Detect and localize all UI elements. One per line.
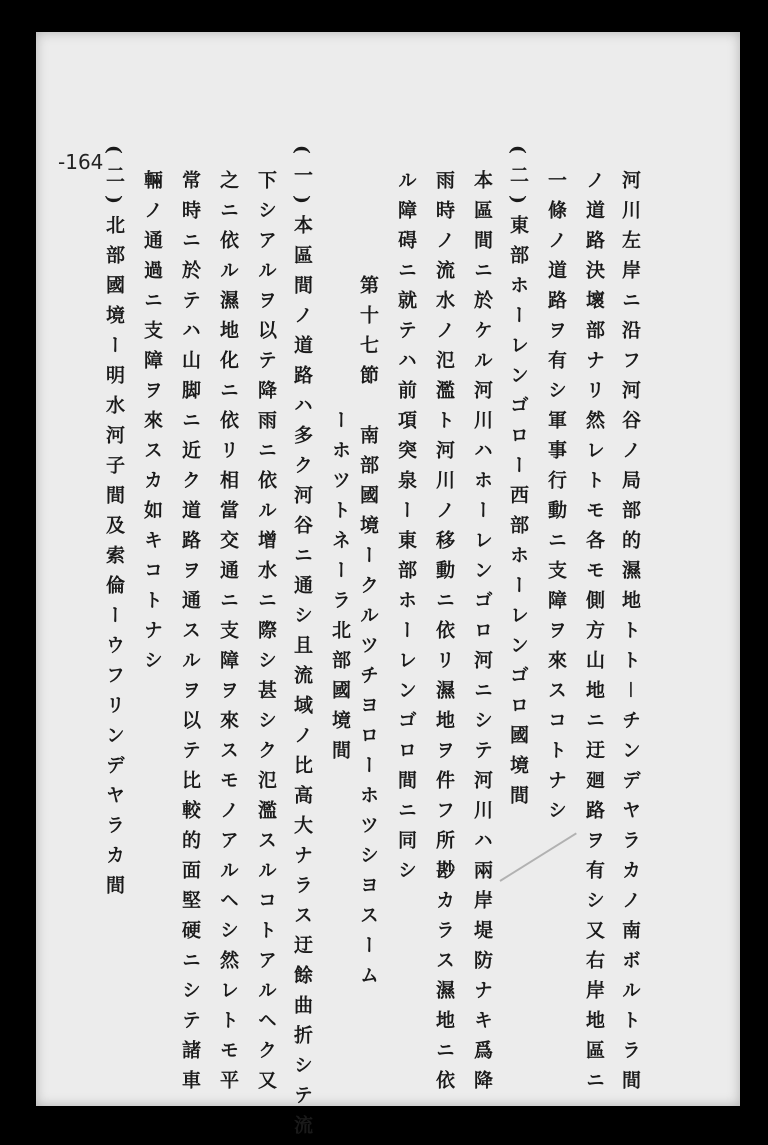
chapter-heading-cont: ーホツトネーラ北部國境間 bbox=[329, 410, 351, 770]
text-column-13: 常時ニ於テハ山脚ニ近ク道路ヲ通スルヲ以テ比較的面堅硬ニシテ諸車 bbox=[179, 170, 201, 1100]
text-column-12: 之ニ依ル濕地化ニ依リ相當交通ニ支障ヲ來スモノアルヘシ然レトモ平 bbox=[217, 170, 239, 1100]
text-column-2: ノ道路決壞部ナリ然レトモ各モ側方山地ニ迂廻路ヲ有シ又右岸地區ニ bbox=[583, 170, 605, 1100]
section-heading-3: (二)北部國境ー明水河子間及索倫ーウフリンデヤラカ間 bbox=[103, 145, 125, 905]
text-column-14: 輛ノ通過ニ支障ヲ來スカ如キコトナシ bbox=[141, 170, 163, 680]
text-column-1: 河川左岸ニ沿フ河谷ノ局部的濕地トト－チンデヤラカノ南ボルトラ間 bbox=[619, 170, 641, 1101]
text-column-5: 本區間ニ於ケル河川ハホーレンゴロ河ニシテ河川ハ兩岸堤防ナキ爲降 bbox=[471, 170, 493, 1100]
page-number: -164 bbox=[58, 150, 104, 174]
section-heading-1: (一)本區間ノ道路ハ多ク河谷ニ通シ且流域ノ比高大ナラス迂餘曲折シテ流 bbox=[291, 145, 313, 1145]
section-heading-2: (二)東部ホーレンゴロー西部ホーレンゴロ國境間 bbox=[507, 145, 529, 815]
text-column-11: 下シアルヲ以テ降雨ニ依ル增水ニ際シ甚シク氾濫スルコトアルヘク又 bbox=[255, 170, 277, 1100]
text-column-6: 雨時ノ流水ノ氾濫ト河川ノ移動ニ依リ濕地ヲ件フ所尠カラス濕地ニ依 bbox=[433, 170, 455, 1100]
text-column-3: 一條ノ道路ヲ有シ軍事行動ニ支障ヲ來スコトナシ bbox=[545, 170, 567, 830]
chapter-heading: 第十七節 南部國境ークルツチヨローホツシヨスーム bbox=[357, 275, 379, 995]
text-column-7: ル障碍ニ就テハ前項突泉ー東部ホーレンゴロ間ニ同シ bbox=[395, 170, 417, 890]
